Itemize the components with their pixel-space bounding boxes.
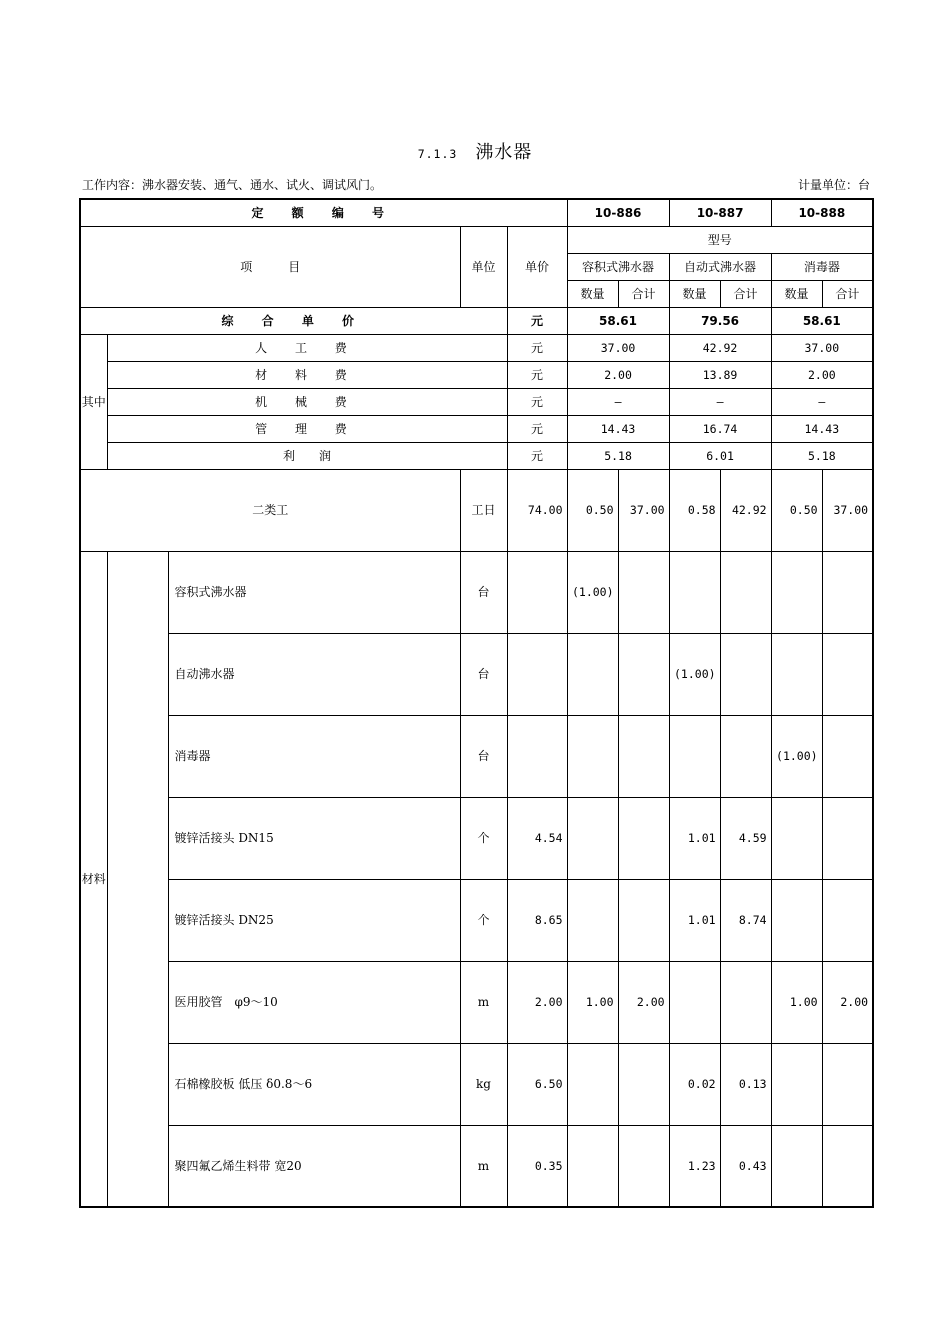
material-name: 聚四氟乙烯生料带 宽20 [168, 1125, 460, 1207]
material-price: 6.50 [507, 1043, 567, 1125]
material-cell: 0.43 [720, 1125, 771, 1207]
material-cell: 1.01 [669, 879, 720, 961]
material-cell: (1.00) [771, 715, 822, 797]
model-header: 型号 [567, 226, 873, 253]
breakdown-value: 16.74 [669, 415, 771, 442]
material-cell [567, 797, 618, 879]
summary-label: 综 合 单 价 [80, 307, 507, 334]
model-name: 消毒器 [771, 253, 873, 280]
breakdown-unit: 元 [507, 442, 567, 469]
summary-value: 79.56 [669, 307, 771, 334]
material-cell [822, 1125, 873, 1207]
material-name: 消毒器 [168, 715, 460, 797]
breakdown-value: 2.00 [567, 361, 669, 388]
material-unit: 台 [460, 551, 507, 633]
material-cell [567, 633, 618, 715]
breakdown-value: — [669, 388, 771, 415]
labor-cell: 0.58 [669, 469, 720, 551]
material-cell: (1.00) [567, 551, 618, 633]
material-cell [669, 715, 720, 797]
material-cell [618, 633, 669, 715]
breakdown-unit: 元 [507, 334, 567, 361]
material-unit: m [460, 1125, 507, 1207]
material-cell [822, 715, 873, 797]
material-cell [822, 551, 873, 633]
measure-unit: 计量单位：台 [797, 178, 870, 192]
breakdown-row [80, 361, 873, 388]
breakdown-value: 2.00 [771, 361, 873, 388]
breakdown-value: 6.01 [669, 442, 771, 469]
material-cell [618, 1125, 669, 1207]
material-row [80, 879, 873, 961]
price-header: 单价 [507, 226, 567, 307]
material-name: 自动沸水器 [168, 633, 460, 715]
material-cell [771, 551, 822, 633]
material-cell: 1.00 [567, 961, 618, 1043]
labor-row [80, 469, 873, 551]
header-row [80, 226, 873, 253]
material-unit: 个 [460, 797, 507, 879]
material-row [80, 633, 873, 715]
material-cell: 0.02 [669, 1043, 720, 1125]
material-row [80, 1043, 873, 1125]
work-content: 工作内容：沸水器安装、通气、通水、试火、调试风门。 [82, 178, 383, 192]
material-unit: m [460, 961, 507, 1043]
material-cell: 2.00 [618, 961, 669, 1043]
material-price [507, 551, 567, 633]
material-name: 容积式沸水器 [168, 551, 460, 633]
material-unit: kg [460, 1043, 507, 1125]
material-cell [771, 1125, 822, 1207]
summary-row [80, 307, 873, 334]
quota-no-label: 定 额 编 号 [80, 199, 567, 226]
material-cell [720, 715, 771, 797]
sum-header: 合计 [720, 280, 771, 307]
material-cell: 2.00 [822, 961, 873, 1043]
material-price: 4.54 [507, 797, 567, 879]
material-cell: 1.01 [669, 797, 720, 879]
summary-value: 58.61 [771, 307, 873, 334]
breakdown-value: 37.00 [771, 334, 873, 361]
labor-cell: 42.92 [720, 469, 771, 551]
material-price: 0.35 [507, 1125, 567, 1207]
material-price: 2.00 [507, 961, 567, 1043]
material-cell [567, 1125, 618, 1207]
breakdown-unit: 元 [507, 415, 567, 442]
material-cell [669, 551, 720, 633]
page-title [0, 138, 950, 164]
code-cell: 10-887 [669, 199, 771, 226]
breakdown-row [80, 442, 873, 469]
model-name: 容积式沸水器 [567, 253, 669, 280]
material-cell [822, 633, 873, 715]
material-cell [567, 1043, 618, 1125]
unit-header: 单位 [460, 226, 507, 307]
quota-table [79, 198, 874, 1208]
material-cell: 8.74 [720, 879, 771, 961]
labor-cell: 37.00 [618, 469, 669, 551]
material-cell [567, 879, 618, 961]
material-name: 镀锌活接头 DN15 [168, 797, 460, 879]
breakdown-value: 14.43 [771, 415, 873, 442]
breakdown-value: 13.89 [669, 361, 771, 388]
breakdown-value: 37.00 [567, 334, 669, 361]
breakdown-value: — [567, 388, 669, 415]
breakdown-unit: 元 [507, 361, 567, 388]
material-cell [771, 879, 822, 961]
breakdown-label: 利 润 [107, 442, 507, 469]
material-cell [669, 961, 720, 1043]
qty-header: 数量 [771, 280, 822, 307]
labor-label: 二类工 [80, 469, 460, 551]
labor-cell: 0.50 [771, 469, 822, 551]
breakdown-value: 42.92 [669, 334, 771, 361]
breakdown-label: 管 理 费 [107, 415, 507, 442]
breakdown-value: 5.18 [771, 442, 873, 469]
material-cell [822, 879, 873, 961]
material-cell: (1.00) [669, 633, 720, 715]
material-cell [720, 551, 771, 633]
material-cell [618, 879, 669, 961]
material-cell [771, 633, 822, 715]
material-cell: 1.23 [669, 1125, 720, 1207]
material-cell: 0.13 [720, 1043, 771, 1125]
material-cell [822, 1043, 873, 1125]
sum-header: 合计 [618, 280, 669, 307]
material-unit: 台 [460, 633, 507, 715]
labor-cell: 0.50 [567, 469, 618, 551]
material-name: 医用胶管 φ9～10 [168, 961, 460, 1043]
summary-value: 58.61 [567, 307, 669, 334]
material-row [80, 797, 873, 879]
material-cell [567, 715, 618, 797]
section-title: 沸水器 [475, 142, 533, 163]
labor-cell: 37.00 [822, 469, 873, 551]
breakdown-group-label: 其中 [80, 334, 107, 469]
material-cell: 1.00 [771, 961, 822, 1043]
material-cell [720, 633, 771, 715]
material-cell [618, 715, 669, 797]
materials-spacer [107, 551, 168, 1207]
breakdown-row [80, 388, 873, 415]
breakdown-label: 机 械 费 [107, 388, 507, 415]
summary-unit: 元 [507, 307, 567, 334]
item-header: 项 目 [80, 226, 460, 307]
quota-no-row [80, 199, 873, 226]
material-cell [618, 1043, 669, 1125]
material-price [507, 715, 567, 797]
material-cell [618, 551, 669, 633]
labor-price: 74.00 [507, 469, 567, 551]
breakdown-row [80, 415, 873, 442]
qty-header: 数量 [567, 280, 618, 307]
section-number: 7.1.3 [417, 147, 458, 161]
qty-header: 数量 [669, 280, 720, 307]
material-row [80, 551, 873, 633]
material-row [80, 1125, 873, 1207]
material-name: 石棉橡胶板 低压 δ0.8～6 [168, 1043, 460, 1125]
breakdown-value: 5.18 [567, 442, 669, 469]
material-cell [618, 797, 669, 879]
material-price: 8.65 [507, 879, 567, 961]
code-cell: 10-886 [567, 199, 669, 226]
material-cell [771, 1043, 822, 1125]
sum-header: 合计 [822, 280, 873, 307]
material-unit: 台 [460, 715, 507, 797]
breakdown-label: 人 工 费 [107, 334, 507, 361]
material-cell [720, 961, 771, 1043]
code-cell: 10-888 [771, 199, 873, 226]
breakdown-unit: 元 [507, 388, 567, 415]
model-name: 自动式沸水器 [669, 253, 771, 280]
breakdown-label: 材 料 费 [107, 361, 507, 388]
material-row [80, 961, 873, 1043]
material-name: 镀锌活接头 DN25 [168, 879, 460, 961]
material-cell: 4.59 [720, 797, 771, 879]
material-price [507, 633, 567, 715]
material-row [80, 715, 873, 797]
labor-unit: 工日 [460, 469, 507, 551]
breakdown-value: 14.43 [567, 415, 669, 442]
materials-group-label: 材料 [80, 551, 107, 1207]
material-unit: 个 [460, 879, 507, 961]
material-cell [822, 797, 873, 879]
breakdown-row [80, 334, 873, 361]
material-cell [771, 797, 822, 879]
breakdown-value: — [771, 388, 873, 415]
